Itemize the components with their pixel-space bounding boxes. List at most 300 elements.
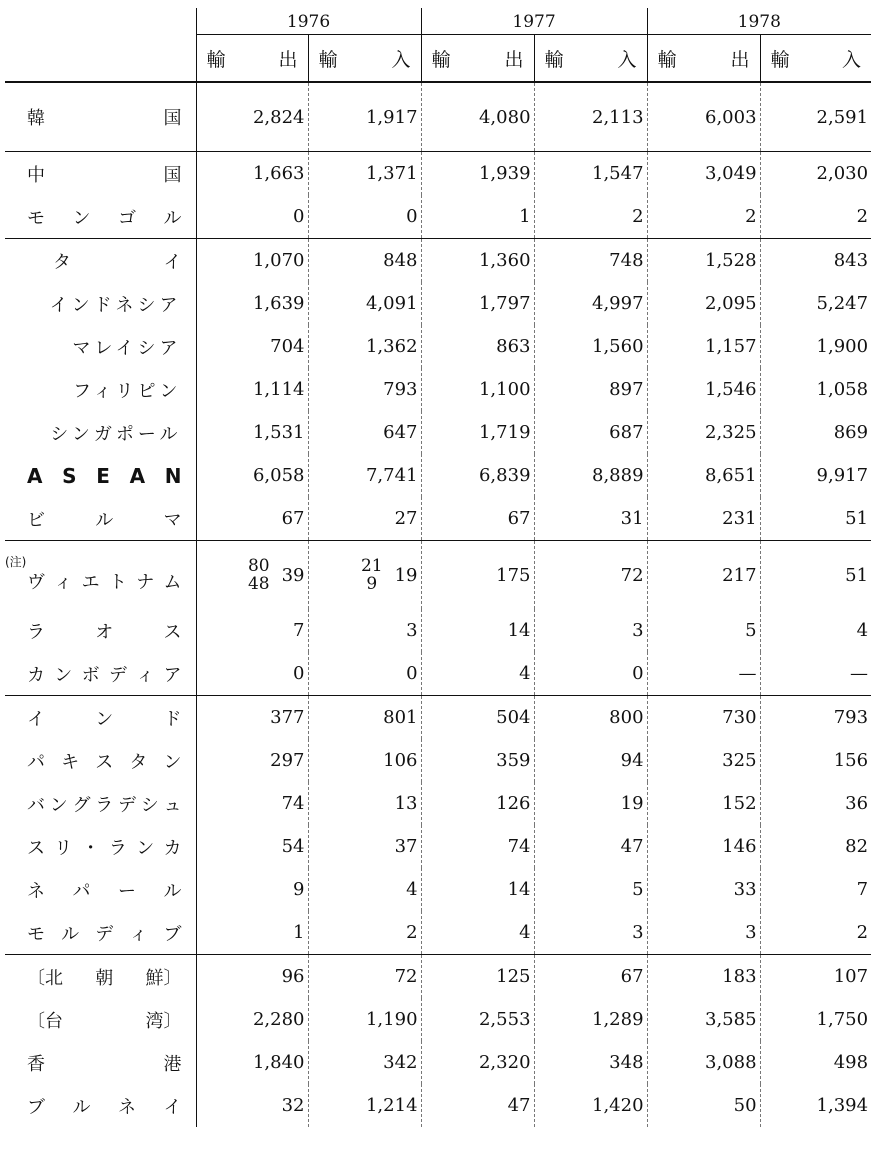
value-cell: 1,797 — [421, 282, 534, 325]
value-cell: 6,839 — [421, 454, 534, 497]
value-cell: 1,214 — [308, 1084, 421, 1127]
value-cell: 72 — [308, 955, 421, 999]
label-char: ィ — [54, 572, 73, 593]
sub-header-text — [197, 35, 308, 81]
value-cell: 82 — [845, 836, 869, 857]
row-label — [5, 868, 196, 911]
table-row — [5, 652, 871, 696]
row-label — [5, 911, 196, 955]
label-char: 中 — [27, 164, 45, 186]
table-row — [5, 782, 871, 825]
label-char: ル — [163, 880, 182, 902]
label-char: ン — [136, 837, 155, 859]
row-label-text: シンガポール — [50, 423, 182, 445]
label-char: ン — [95, 708, 114, 730]
sub-header-export-1978 — [647, 35, 760, 83]
value-cell: 0 — [308, 195, 421, 239]
row-label — [5, 955, 196, 999]
row-label — [5, 368, 196, 411]
sub-header-import-1977 — [534, 35, 647, 83]
value-cell: 183 — [647, 955, 760, 999]
value-cell: 1,917 — [308, 82, 421, 152]
row-note: (注) — [5, 555, 27, 569]
value-cell: 2,824 — [196, 82, 308, 152]
label-char: 国 — [163, 108, 182, 129]
sub-header-export-1977 — [421, 35, 534, 83]
label-char: A — [27, 463, 43, 488]
value-cell: 14 — [421, 609, 534, 652]
value-cell: 4,080 — [421, 82, 534, 152]
sub-header-text — [535, 35, 647, 81]
label-char: パ — [72, 880, 91, 902]
value-cell: 4 — [308, 868, 421, 911]
label-char: イ — [163, 1096, 182, 1118]
value-cell: 730 — [647, 696, 760, 740]
value-cell: 8,651 — [647, 454, 760, 497]
table-row — [5, 541, 871, 610]
row-label — [5, 454, 196, 497]
value-cell: 687 — [534, 411, 647, 454]
table-row — [5, 325, 871, 368]
value-cell: 13 — [308, 782, 421, 825]
breakdown-value: 21 — [360, 556, 383, 576]
value-cell: 2 — [856, 206, 869, 227]
value-cell: 863 — [421, 325, 534, 368]
label-char: ・ — [81, 837, 100, 859]
value-cell: 5 — [534, 868, 647, 911]
value-cell: 2,280 — [196, 998, 308, 1041]
label-char: デ — [108, 664, 127, 686]
value-cell: 377 — [196, 696, 308, 740]
total-value: 19 — [394, 564, 418, 586]
label-char: 国 — [163, 164, 182, 186]
table-row — [5, 739, 871, 782]
label-char: ネ — [118, 1096, 136, 1118]
sub-header-char: 出 — [504, 48, 524, 71]
row-label-text — [5, 1007, 196, 1033]
value-cell: 6,058 — [196, 454, 308, 497]
label-char: ブ — [163, 923, 182, 945]
value-cell: 647 — [308, 411, 421, 454]
table-header — [5, 8, 871, 82]
label-char: カ — [163, 837, 182, 859]
label-char: ア — [163, 664, 182, 686]
value-cell: 1,560 — [534, 325, 647, 368]
label-char: ボ — [81, 664, 100, 686]
value-cell: 897 — [534, 368, 647, 411]
label-char: N — [164, 463, 182, 488]
value-cell: 4,091 — [308, 282, 421, 325]
value-cell: 146 — [647, 825, 760, 868]
value-cell: 106 — [308, 739, 421, 782]
sub-header-char: 輸 — [206, 48, 226, 71]
value-cell: 325 — [647, 739, 760, 782]
value-cell: 1,114 — [196, 368, 308, 411]
value-cell: 4,997 — [534, 282, 647, 325]
value-cell: 869 — [833, 422, 869, 443]
table-row — [5, 825, 871, 868]
value-cell: 2,325 — [647, 411, 760, 454]
row-label-text — [5, 920, 196, 946]
sub-header-char: 入 — [842, 48, 862, 71]
label-char: ン — [163, 751, 182, 773]
breakdown-value: 48 — [247, 574, 270, 594]
value-cell: 4 — [421, 652, 534, 696]
value-cell: 2 — [308, 911, 421, 955]
value-cell: 4 — [421, 911, 534, 955]
label-char: 鮮〕 — [145, 967, 182, 989]
value-cell: 2,113 — [534, 82, 647, 152]
row-label-text — [5, 748, 196, 774]
value-cell: 1,663 — [196, 152, 308, 196]
value-cell: 2,030 — [760, 152, 871, 196]
breakdown-value: 9 — [366, 574, 378, 594]
value-cell: 50 — [647, 1084, 760, 1127]
value-cell: 27 — [308, 497, 421, 541]
label-char: ュ — [163, 794, 182, 816]
label-char: ン — [54, 664, 73, 686]
value-cell: 3 — [534, 609, 647, 652]
row-label-text: インドネシア — [49, 294, 182, 316]
table-row — [5, 195, 871, 239]
value-cell: 36 — [845, 793, 869, 814]
label-char: ス — [27, 837, 45, 859]
value-cell: 0 — [196, 652, 308, 696]
label-char: 港 — [163, 1053, 182, 1075]
label-char: マ — [163, 509, 182, 531]
label-char: ル — [163, 207, 182, 229]
table-row — [5, 1041, 871, 1084]
row-label — [5, 325, 196, 368]
label-char: バ — [27, 794, 45, 816]
value-cell: 4 — [856, 620, 869, 641]
label-char: ー — [118, 880, 136, 902]
row-label-text — [5, 248, 196, 274]
label-char: ル — [95, 509, 114, 531]
sub-header-char: 出 — [278, 48, 298, 71]
label-char: ン — [49, 794, 68, 816]
sub-header-char: 入 — [391, 48, 411, 71]
label-char: A — [129, 463, 146, 488]
table-row — [5, 152, 871, 196]
value-cell: 7 — [196, 609, 308, 652]
row-label — [5, 497, 196, 541]
row-label — [5, 998, 196, 1041]
table-row — [5, 696, 871, 740]
value-cell: 126 — [421, 782, 534, 825]
table-row — [5, 609, 871, 652]
value-cell: 1,546 — [647, 368, 760, 411]
value-cell: 1,394 — [816, 1095, 869, 1116]
header-corner — [5, 8, 196, 82]
value-cell: 848 — [308, 239, 421, 283]
value-cell: 2 — [856, 922, 869, 943]
row-label — [5, 739, 196, 782]
label-char: ビ — [27, 509, 45, 531]
sub-header-import-1976 — [308, 35, 421, 83]
sub-header-char: 輸 — [431, 48, 451, 71]
row-label-text — [5, 705, 196, 731]
value-cell: 348 — [534, 1041, 647, 1084]
value-cell: 9,917 — [816, 465, 869, 486]
value-cell: 37 — [308, 825, 421, 868]
table-row — [5, 454, 871, 497]
label-char: 〔台 — [27, 1010, 63, 1032]
row-label — [5, 239, 196, 283]
row-label-text — [5, 618, 196, 644]
value-cell: 3 — [308, 609, 421, 652]
label-char: ス — [95, 751, 114, 773]
label-char: デ — [118, 794, 136, 816]
label-char: ゴ — [118, 207, 136, 229]
value-cell: 54 — [196, 825, 308, 868]
table-row — [5, 368, 871, 411]
row-label-text — [5, 877, 196, 903]
table-row — [5, 82, 871, 152]
label-char: ド — [163, 708, 182, 730]
row-label — [5, 411, 196, 454]
sub-header-text — [648, 35, 760, 81]
label-char: ナ — [136, 572, 155, 593]
label-char: ス — [163, 621, 182, 643]
sub-header-char: 輸 — [657, 48, 677, 71]
value-cell: 9 — [196, 868, 308, 911]
value-cell: 1,371 — [308, 152, 421, 196]
label-char: イ — [27, 708, 45, 730]
value-cell: 498 — [833, 1052, 869, 1073]
value-cell: 1,531 — [196, 411, 308, 454]
value-cell: 19 — [534, 782, 647, 825]
value-cell: 800 — [534, 696, 647, 740]
value-cell — [308, 541, 421, 610]
value-cell: 1,362 — [308, 325, 421, 368]
label-char: モ — [27, 923, 45, 945]
value-cell: 793 — [760, 696, 871, 740]
label-char: ム — [163, 572, 182, 593]
value-cell: 3,049 — [647, 152, 760, 196]
value-cell: 152 — [647, 782, 760, 825]
year-header-1976: 1976 — [196, 8, 421, 35]
value-cell: 1,528 — [647, 239, 760, 283]
value-cell: 1,058 — [816, 379, 869, 400]
row-label — [5, 652, 196, 696]
label-char: 韓 — [27, 108, 45, 129]
row-label-text — [5, 791, 196, 817]
value-cell: 3 — [647, 911, 760, 955]
row-label-text — [5, 1093, 196, 1119]
value-cell: 2 — [534, 195, 647, 239]
value-cell: 0 — [534, 652, 647, 696]
value-cell: 107 — [760, 955, 871, 999]
row-label — [5, 152, 196, 196]
sub-header-char: 出 — [730, 48, 750, 71]
row-label — [5, 696, 196, 740]
label-char: 湾〕 — [145, 1010, 182, 1032]
row-label — [5, 825, 196, 868]
value-cell: 0 — [196, 195, 308, 239]
value-cell: 2,095 — [647, 282, 760, 325]
table-row — [5, 955, 871, 999]
table-row — [5, 998, 871, 1041]
table-row — [5, 411, 871, 454]
table-row — [5, 239, 871, 283]
label-char: タ — [129, 751, 148, 773]
value-cell: 217 — [647, 541, 760, 610]
label-char: キ — [61, 751, 80, 773]
value-cell: 74 — [421, 825, 534, 868]
value-cell: 1,157 — [647, 325, 760, 368]
label-char: デ — [95, 923, 114, 945]
label-char: リ — [54, 837, 73, 859]
row-label — [5, 609, 196, 652]
label-char: タ — [53, 251, 71, 273]
value-breakdown — [248, 557, 270, 593]
value-cell: 72 — [534, 541, 647, 610]
table-row — [5, 1084, 871, 1127]
value-cell: 2,553 — [421, 998, 534, 1041]
value-cell: 94 — [534, 739, 647, 782]
value-cell: 342 — [308, 1041, 421, 1084]
trade-table — [5, 8, 871, 1127]
row-label-text — [5, 104, 196, 130]
sub-header-char: 輸 — [770, 48, 790, 71]
value-cell: 1,420 — [534, 1084, 647, 1127]
value-cell: 14 — [421, 868, 534, 911]
value-cell: 359 — [421, 739, 534, 782]
value-cell: 3,585 — [647, 998, 760, 1041]
value-cell: 1 — [421, 195, 534, 239]
value-cell: 1,939 — [421, 152, 534, 196]
sub-header-char: 輸 — [544, 48, 564, 71]
label-char: ネ — [27, 880, 45, 902]
sub-header-text — [761, 35, 872, 81]
value-cell: — — [850, 663, 869, 684]
value-cell: 1,360 — [421, 239, 534, 283]
row-label-text — [5, 464, 196, 488]
row-label-text — [5, 161, 196, 187]
value-with-breakdown — [197, 557, 305, 593]
row-label-text — [5, 1050, 196, 1076]
label-char: カ — [27, 664, 45, 686]
label-char: ラ — [108, 837, 127, 859]
year-header-1978: 1978 — [647, 8, 871, 35]
sub-header-export-1976 — [196, 35, 308, 83]
label-char: ラ — [27, 621, 45, 643]
value-cell: 3,088 — [647, 1041, 760, 1084]
value-cell: 67 — [421, 497, 534, 541]
value-cell: 125 — [421, 955, 534, 999]
row-label-text — [5, 204, 196, 230]
sub-header-text — [422, 35, 534, 81]
label-char: ィ — [136, 664, 155, 686]
row-label-text — [5, 506, 196, 532]
value-cell: 96 — [196, 955, 308, 999]
label-char: S — [62, 463, 77, 488]
label-char: ラ — [95, 794, 114, 816]
row-label-text — [5, 661, 196, 687]
breakdown-value: 80 — [247, 556, 270, 576]
row-label — [5, 195, 196, 239]
total-value: 39 — [281, 564, 305, 586]
value-cell: 8,889 — [534, 454, 647, 497]
label-char: パ — [27, 751, 45, 773]
value-cell: 67 — [534, 955, 647, 999]
value-breakdown — [361, 557, 383, 593]
row-label-text: フィリピン — [72, 380, 182, 402]
row-label — [5, 282, 196, 325]
table-row — [5, 868, 871, 911]
row-label — [5, 782, 196, 825]
row-label — [5, 1084, 196, 1127]
value-cell: 6,003 — [647, 82, 760, 152]
value-cell: 2 — [647, 195, 760, 239]
value-cell: 47 — [534, 825, 647, 868]
label-char: ィ — [129, 923, 148, 945]
value-cell: 33 — [647, 868, 760, 911]
value-cell: 1,190 — [308, 998, 421, 1041]
value-cell: — — [647, 652, 760, 696]
sub-header-import-1978 — [760, 35, 871, 83]
year-header-1977: 1977 — [421, 8, 647, 35]
value-cell: 31 — [534, 497, 647, 541]
value-cell: 1,289 — [534, 998, 647, 1041]
label-char: 〔北 — [27, 967, 63, 989]
value-cell: 1 — [196, 911, 308, 955]
row-label — [5, 82, 196, 152]
value-cell: 51 — [845, 508, 869, 529]
label-char: ヴ — [27, 572, 45, 593]
value-cell: 74 — [196, 782, 308, 825]
label-char: ブ — [27, 1096, 45, 1118]
value-cell: 51 — [760, 541, 871, 610]
label-char: ト — [108, 572, 127, 593]
label-char: オ — [95, 621, 114, 643]
row-label-text — [5, 568, 196, 594]
row-label-text — [5, 834, 196, 860]
value-cell: 1,100 — [421, 368, 534, 411]
label-char: グ — [72, 794, 91, 816]
value-cell: 32 — [196, 1084, 308, 1127]
label-char: モ — [27, 207, 45, 229]
label-char: ル — [61, 923, 80, 945]
value-cell: 175 — [421, 541, 534, 610]
value-cell: 156 — [833, 750, 869, 771]
value-cell: 2,320 — [421, 1041, 534, 1084]
sub-header-char: 入 — [617, 48, 637, 71]
value-cell — [196, 541, 308, 610]
value-cell: 1,840 — [196, 1041, 308, 1084]
value-cell: 1,070 — [196, 239, 308, 283]
value-cell: 801 — [308, 696, 421, 740]
value-cell: 2,591 — [760, 82, 871, 152]
label-char: ン — [72, 207, 91, 229]
label-char: 香 — [27, 1053, 45, 1075]
sub-header-char: 輸 — [318, 48, 338, 71]
sub-header-text — [309, 35, 421, 81]
value-cell: 231 — [647, 497, 760, 541]
table-row — [5, 497, 871, 541]
label-char: シ — [140, 794, 159, 816]
value-with-breakdown — [309, 557, 418, 593]
value-cell: 7 — [856, 879, 869, 900]
value-cell: 0 — [308, 652, 421, 696]
row-label-text — [5, 964, 196, 990]
value-cell: 1,639 — [196, 282, 308, 325]
label-char: E — [96, 463, 110, 488]
value-cell: 704 — [196, 325, 308, 368]
value-cell: 748 — [534, 239, 647, 283]
label-char: ル — [72, 1096, 91, 1118]
